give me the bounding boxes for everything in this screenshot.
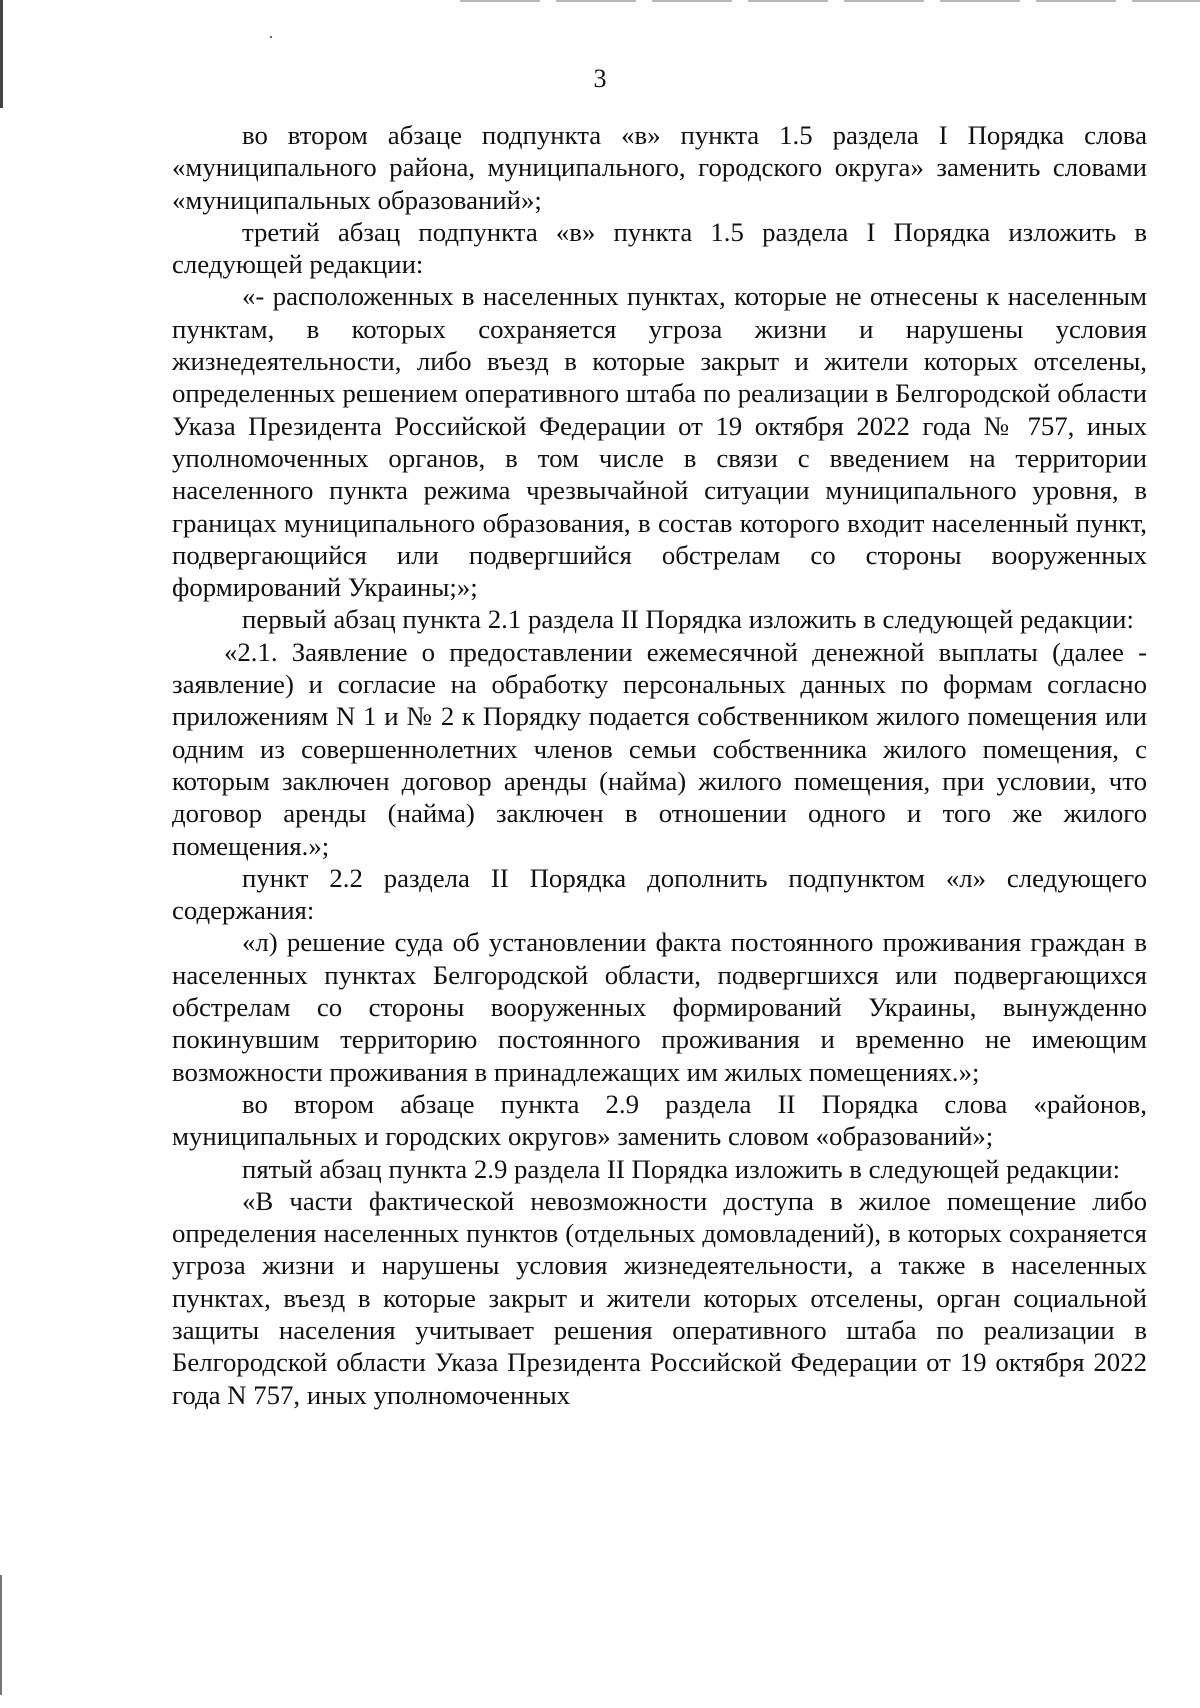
document-body — [172, 119, 1147, 1411]
paragraph-7-quote: «л) решение суда об установлении факта постоянного проживания граждан в населенных пунктах Белгородской области, подвергшихся или подвергающихся обстрелам со стороны вооруженных формирований Украины, вынужденно покинувшим территорию постоянного проживания и временно не имеющим возможности проживания в принадлежащих им жилых помещениях.»; — [172, 927, 1147, 1087]
page-number: 3 — [593, 64, 607, 93]
scan-edge-left-bottom — [0, 1575, 2, 1695]
paragraph-1: во втором абзаце подпункта «в» пункта 1.5 раздела I Порядка слова «муниципального района, муниципального, городского округа» заменить словами «муниципальных образований»; — [172, 120, 1147, 215]
paragraph-2: третий абзац подпункта «в» пункта 1.5 раздела I Порядка изложить в следующей редакции: — [172, 216, 1147, 280]
scan-speck — [270, 36, 272, 38]
paragraph-3-quote: «- расположенных в населенных пунктах, которые не отнесены к населенным пунктам, в которых сохраняется угроза жизни и нарушены условия жизнедеятельности, либо въезд в которые закрыт и жители которых отселены, определенных решением оперативного штаба по реализации в Белгородской области Указа Президента Российской Федерации от 19 октября 2022 года № 757, иных уполномоченных органов, в том числе в связи с введением на территории населенного пункта режима чрезвычайной ситуации муниципального уровня, в границах муниципального образования, в состав которого входит населенный пункт, подвергающийся или подвергшийся обстрелам со стороны вооруженных формирований Украины;»; — [172, 281, 1147, 603]
paragraph-10-quote: «В части фактической невозможности доступа в жилое помещение либо определения населенных пунктов (отдельных домовладений), в которых сохраняется угроза жизни и нарушены условия жизнедеятельности, а также в населенных пунктах, въезд в которые закрыт и жители которых отселены, орган социальной защиты населения учитывает решения оперативного штаба по реализации в Белгородской области Указа Президента Российской Федерации от 19 октября 2022 года N 757, иных уполномоченных — [172, 1185, 1147, 1410]
paragraph-8: во втором абзаце пункта 2.9 раздела II Порядка слова «районов, муниципальных и городских округов» заменить словом «образований»; — [172, 1088, 1147, 1152]
paragraph-4: первый абзац пункта 2.1 раздела II Порядка изложить в следующей редакции: — [242, 604, 1134, 635]
paragraph-6: пункт 2.2 раздела II Порядка дополнить подпунктом «л» следующего содержания: — [172, 862, 1147, 926]
paragraph-9: пятый абзац пункта 2.9 раздела II Порядка изложить в следующей редакции: — [242, 1153, 1121, 1184]
paragraph-5-quote: «2.1. Заявление о предоставлении ежемесячной денежной выплаты (далее - заявление) и согласие на обработку персональных данных по формам согласно приложениям N 1 и № 2 к Порядку подается собственником жилого помещения или одним из совершеннолетних членов семьи собственника жилого помещения, с которым заключен договор аренды (найма) жилого помещения, при условии, что договор аренды (найма) заключен в отношении одного и того же жилого помещения.»; — [172, 636, 1147, 861]
scan-edge-top — [460, 0, 1200, 2]
